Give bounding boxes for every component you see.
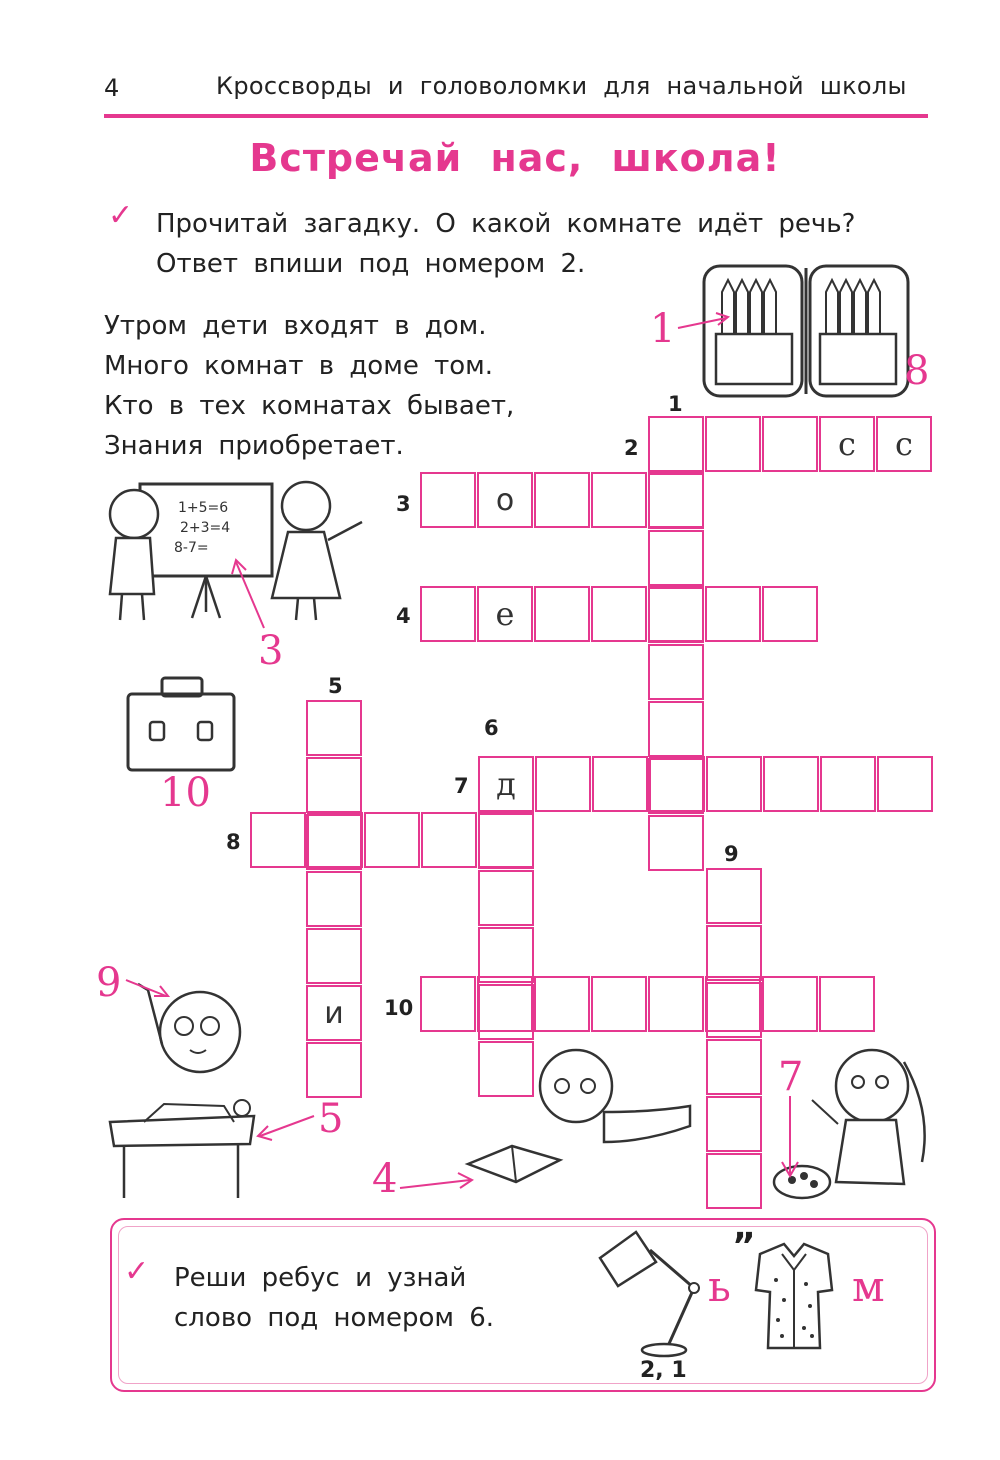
briefcase-icon: [124, 674, 238, 774]
arrow-icon: [778, 1094, 802, 1180]
crossword-cell[interactable]: [534, 586, 590, 642]
crossword-cell[interactable]: [705, 976, 761, 1032]
crossword-cell[interactable]: [420, 586, 476, 642]
crossword-cell[interactable]: [306, 700, 362, 756]
book-title: Кроссворды и головоломки для начальной школы: [216, 72, 907, 100]
crossword-cell[interactable]: [706, 868, 762, 924]
clue-number-8: 8: [226, 830, 241, 854]
page-number: 4: [104, 74, 120, 102]
crossword-cell[interactable]: [762, 416, 818, 472]
task-line-1: Прочитай загадку. О какой комнате идёт речь?: [156, 209, 856, 239]
clue-number-2: 2: [624, 436, 639, 460]
clue-number-1: 1: [668, 392, 683, 416]
crossword-cell[interactable]: [706, 1096, 762, 1152]
rebus-letter-positions: 2, 1: [640, 1358, 687, 1383]
crossword-cell[interactable]: [534, 976, 590, 1032]
crossword-cell[interactable]: [706, 756, 762, 812]
svg-text:8-7=: 8-7=: [174, 540, 209, 556]
arrow-icon: [676, 310, 732, 334]
picture-number-3: 3: [258, 628, 284, 674]
arrow-icon: [254, 1112, 316, 1142]
crossword-cell[interactable]: [706, 1039, 762, 1095]
clue-number-5: 5: [328, 674, 343, 698]
crossword-cell[interactable]: д: [478, 756, 534, 812]
crossword-cell[interactable]: [648, 416, 704, 472]
arrow-icon: [124, 974, 172, 1004]
crossword-cell[interactable]: с: [819, 416, 875, 472]
header-divider: [104, 114, 928, 118]
crossword-cell[interactable]: [477, 976, 533, 1032]
svg-text:1+5=6: 1+5=6: [178, 500, 229, 516]
crossword-cell[interactable]: [762, 586, 818, 642]
crossword-cell[interactable]: [421, 812, 477, 868]
crossword-cell[interactable]: [306, 928, 362, 984]
crossword-cell[interactable]: [535, 756, 591, 812]
crossword-cell[interactable]: и: [306, 985, 362, 1041]
crossword-cell[interactable]: [649, 756, 705, 812]
poem-line: Знания приобретает.: [104, 431, 404, 461]
picture-number-10: 10: [160, 770, 211, 816]
crossword-cell[interactable]: [420, 472, 476, 528]
crossword-cell[interactable]: [306, 1042, 362, 1098]
crossword-cell[interactable]: [364, 812, 420, 868]
crossword-cell[interactable]: [648, 473, 704, 529]
crossword-cell[interactable]: [877, 756, 933, 812]
crossword-cell[interactable]: [762, 976, 818, 1032]
poem-line: Много комнат в доме том.: [104, 351, 494, 381]
boy-at-desk-illustration: [104, 976, 264, 1202]
crossword-cell[interactable]: [478, 870, 534, 926]
checkmark-icon: ✓: [108, 198, 134, 233]
riddle-poem: [104, 306, 514, 466]
crossword-cell[interactable]: с: [876, 416, 932, 472]
arrow-icon: [228, 556, 272, 632]
crossword-cell[interactable]: [705, 586, 761, 642]
page-title: Встречай нас, школа!: [249, 136, 781, 180]
crossword-cell[interactable]: [648, 530, 704, 586]
picture-number-5: 5: [318, 1096, 344, 1142]
clue-number-4: 4: [396, 604, 411, 628]
crossword-cell[interactable]: [819, 976, 875, 1032]
crossword-cell[interactable]: [420, 976, 476, 1032]
clue-number-6: 6: [484, 716, 499, 740]
crossword-cell[interactable]: [478, 1041, 534, 1097]
crossword-cell[interactable]: [591, 472, 647, 528]
rebus-letter-soft-sign: ь: [708, 1262, 731, 1311]
crossword-cell[interactable]: [648, 644, 704, 700]
task-line-2: Ответ впиши под номером 2.: [156, 249, 586, 279]
crossword-cell[interactable]: о: [477, 472, 533, 528]
rebus-line-2: слово под номером 6.: [174, 1303, 495, 1333]
clue-number-7: 7: [454, 774, 469, 798]
crossword-cell[interactable]: [648, 976, 704, 1032]
picture-number-9: 9: [96, 960, 122, 1006]
clue-number-3: 3: [396, 492, 411, 516]
crossword-cell[interactable]: [306, 871, 362, 927]
checkmark-icon: ✓: [124, 1254, 150, 1289]
clue-number-10: 10: [384, 996, 414, 1020]
crossword-cell[interactable]: е: [477, 586, 533, 642]
crossword-cell[interactable]: [591, 976, 647, 1032]
rebus-instruction: [174, 1258, 494, 1338]
rebus-letter-m: м: [852, 1262, 885, 1311]
crossword-cell[interactable]: [306, 757, 362, 813]
crossword-cell[interactable]: [534, 472, 590, 528]
arrow-icon: [398, 1170, 476, 1194]
crossword-cell[interactable]: [706, 925, 762, 981]
poem-line: Утром дети входят в дом.: [104, 311, 487, 341]
crossword-cell[interactable]: [478, 813, 534, 869]
crossword-cell[interactable]: [306, 814, 362, 870]
rebus-line-1: Реши ребус и узнай: [174, 1263, 467, 1293]
desk-lamp-icon: [596, 1228, 706, 1360]
crossword-cell[interactable]: [591, 586, 647, 642]
crossword-cell[interactable]: [706, 1153, 762, 1209]
crossword-cell[interactable]: [705, 416, 761, 472]
svg-text:2+3=4: 2+3=4: [180, 520, 231, 536]
crossword-cell[interactable]: [820, 756, 876, 812]
crossword-cell[interactable]: [478, 927, 534, 983]
picture-number-1: 1: [650, 306, 676, 352]
poem-line: Кто в тех комнатах бывает,: [104, 391, 515, 421]
crossword-cell[interactable]: [592, 756, 648, 812]
crossword-cell[interactable]: [250, 812, 306, 868]
picture-number-7: 7: [778, 1054, 804, 1100]
crossword-cell[interactable]: [648, 587, 704, 643]
picture-number-4: 4: [372, 1156, 398, 1202]
crossword-cell[interactable]: [648, 815, 704, 871]
picture-number-8: 8: [904, 348, 930, 394]
crossword-cell[interactable]: [763, 756, 819, 812]
clue-number-9: 9: [724, 842, 739, 866]
rebus-comma-mark: ”: [732, 1226, 756, 1267]
crossword-cell[interactable]: [648, 701, 704, 757]
blouse-icon: [752, 1240, 836, 1352]
